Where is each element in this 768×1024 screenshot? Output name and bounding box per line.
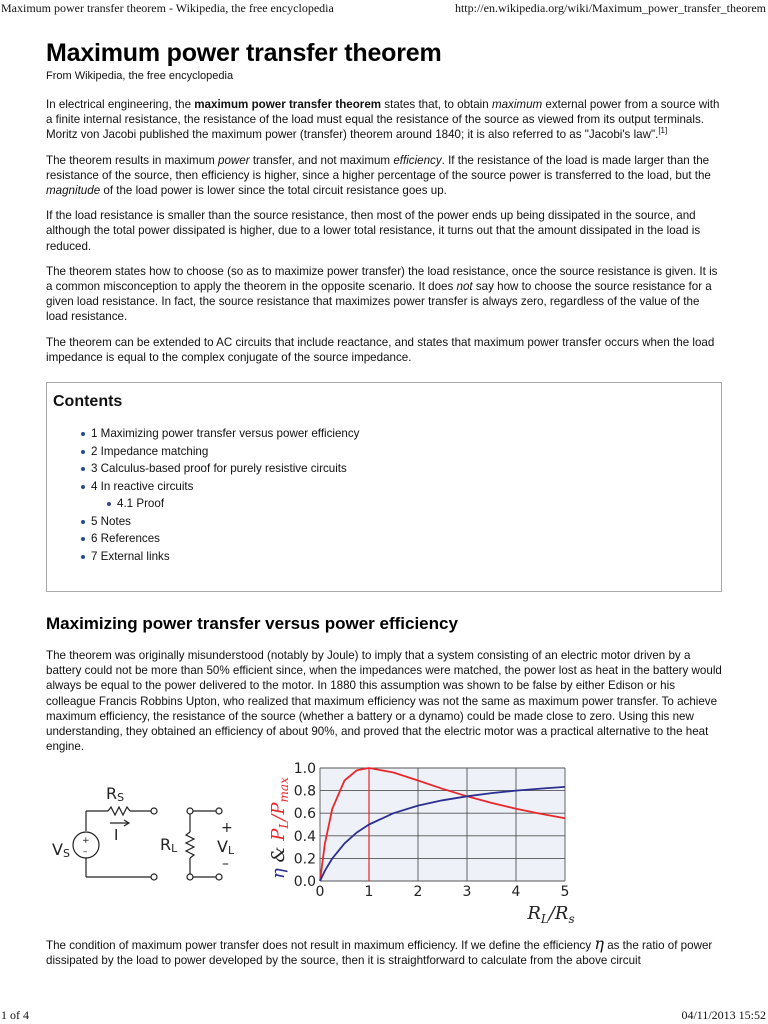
bullet-icon [81, 432, 85, 436]
toc-item[interactable]: 6 References [81, 530, 359, 548]
terminal [216, 874, 222, 880]
print-footer [0, 1007, 768, 1023]
rl-label: RL [160, 835, 178, 855]
y-tick-label: 1.0 [293, 761, 316, 777]
terminal [151, 874, 157, 880]
section-heading: Maximizing power transfer versus power efficiency [46, 614, 458, 634]
terminal [187, 808, 193, 814]
toc-item[interactable]: 7 External links [81, 548, 359, 566]
toc-subitem[interactable]: 4.1 Proof [107, 495, 359, 513]
print-header-title: Maximum power transfer theorem - Wikipedia, the free encyclopedia [1, 1, 334, 15]
x-tick-label: 0 [315, 884, 325, 900]
y-tick-label: 0.0 [293, 874, 316, 890]
source-plus: + [82, 836, 90, 846]
terminal [187, 874, 193, 880]
intro-paragraph-5: The theorem can be extended to AC circuits that include reactance, and states that maximum power transfer occurs when the load impedance is equal to the complex conjugate of the source impedance. [46, 335, 715, 364]
bullet-icon [81, 537, 85, 541]
y-tick-label: 0.2 [293, 851, 316, 868]
terminal [216, 808, 222, 814]
x-tick-label: 1 [364, 884, 374, 900]
x-axis-label: $R_L/R_s$ [527, 903, 575, 926]
plot-area [320, 768, 565, 881]
article-body [46, 38, 722, 754]
x-tick-label: 3 [462, 884, 472, 900]
table-of-contents [46, 382, 722, 592]
bullet-icon [81, 520, 85, 524]
toc-list [81, 425, 359, 565]
intro-paragraph-1: In electrical engineering, the maximum power transfer theorem states that, to obtain maximum external power from a source with a finite internal resistance, the resistance of the load must equal the resistance of the source as viewed from its output terminals. Moritz von Jacobi published the maximum power (transfer) theorem around 1840; it is also referred to as "Jacobi's law".[1] [46, 98, 720, 142]
bullet-icon [107, 502, 111, 506]
y-tick-label: 0.4 [293, 828, 316, 845]
current-label: I [114, 826, 119, 844]
y-tick-label: 0.6 [293, 806, 316, 823]
y-tick-label: 0.8 [293, 783, 316, 800]
toc-item[interactable]: 2 Impedance matching [81, 443, 359, 461]
circuit-diagram [73, 807, 222, 880]
efficiency-power-chart [268, 761, 575, 926]
print-date: 04/11/2013 15:52 [681, 1008, 766, 1022]
x-tick-label: 2 [413, 884, 423, 900]
page-title: Maximum power transfer theorem [46, 39, 442, 67]
print-header-url: http://en.wikipedia.org/wiki/Maximum_power_transfer_theorem [454, 1, 766, 15]
x-tick-label: 4 [511, 884, 521, 900]
bullet-icon [81, 555, 85, 559]
vs-label: VS [52, 840, 70, 860]
terminal [151, 808, 157, 814]
resistor-rs [108, 807, 130, 815]
bullet-icon [81, 467, 85, 471]
figure [50, 752, 575, 930]
section-paragraph-2: The condition of maximum power transfer does not result in maximum efficiency. If we define the efficiency η as the ratio of power dissipated by the load to power developed by the source, then it is straightforward to calculate from the above circuit [46, 934, 713, 968]
source-minus: – [83, 847, 88, 857]
bullet-icon [81, 450, 85, 454]
y-axis-label: η & $P_L/P_{max}$ [268, 777, 291, 879]
toc-item[interactable]: 4 In reactive circuits [81, 478, 359, 496]
toc-item[interactable]: 3 Calculus-based proof for purely resistive circuits [81, 460, 359, 478]
toc-item[interactable]: 1 Maximizing power transfer versus power efficiency [81, 425, 359, 443]
rs-label: RS [106, 784, 125, 804]
figure-svg [50, 752, 575, 930]
section-paragraph-1: The theorem was originally misunderstood (notably by Joule) to imply that a system consisting of an electric motor driven by a battery could not be more than 50% efficient since, when the impedances were matched, the power lost as heat in the battery would always be equal to the power delivered to the motor. In 1880 this assumption was shown to be false by either Edison or his colleague Francis Robbins Upton, who realized that maximum efficiency was not the same as maximum power transfer. To achieve maximum efficiency, the resistance of the source (whether a battery or a dynamo) could be made close to zero. Using this new understanding, they obtained an efficiency of about 90%, and proved that the electric motor was a practical alternative to the heat engine. [46, 649, 722, 754]
page-number: 1 of 4 [1, 1008, 29, 1022]
citation-link[interactable]: [1] [658, 126, 668, 136]
bullet-icon [81, 485, 85, 489]
vl-label: VL [217, 837, 235, 857]
toc-item[interactable]: 5 Notes [81, 513, 359, 531]
resistor-rl [186, 832, 194, 858]
page-subtitle: From Wikipedia, the free encyclopedia [46, 70, 234, 82]
print-header [0, 0, 768, 16]
intro-paragraph-3: If the load resistance is smaller than the source resistance, then most of the power ends up being dissipated in the source, and although the total power dissipated is higher, due to a lower total resistance, it turns out that the amount dissipated in the load is reduced. [46, 209, 701, 253]
toc-title: Contents [53, 393, 123, 411]
vl-plus: + [221, 820, 233, 836]
x-tick-label: 5 [560, 884, 570, 900]
vl-minus: – [222, 856, 229, 872]
intro-paragraph-2: The theorem results in maximum power transfer, and not maximum efficiency. If the resistance of the load is made larger than the resistance of the source, then efficiency is higher, since a higher percentage of the source power is transferred to the load, but the magnitude of the load power is lower since the total circuit resistance goes up. [46, 153, 711, 198]
intro-paragraph-4: The theorem states how to choose (so as to maximize power transfer) the load resistance, once the source resistance is given. It is a common misconception to apply the theorem in the opposite scenario. It does not say how to choose the source resistance for a given load resistance. In fact, the source resistance that maximizes power transfer is always zero, regardless of the value of the load resistance. [46, 264, 718, 324]
